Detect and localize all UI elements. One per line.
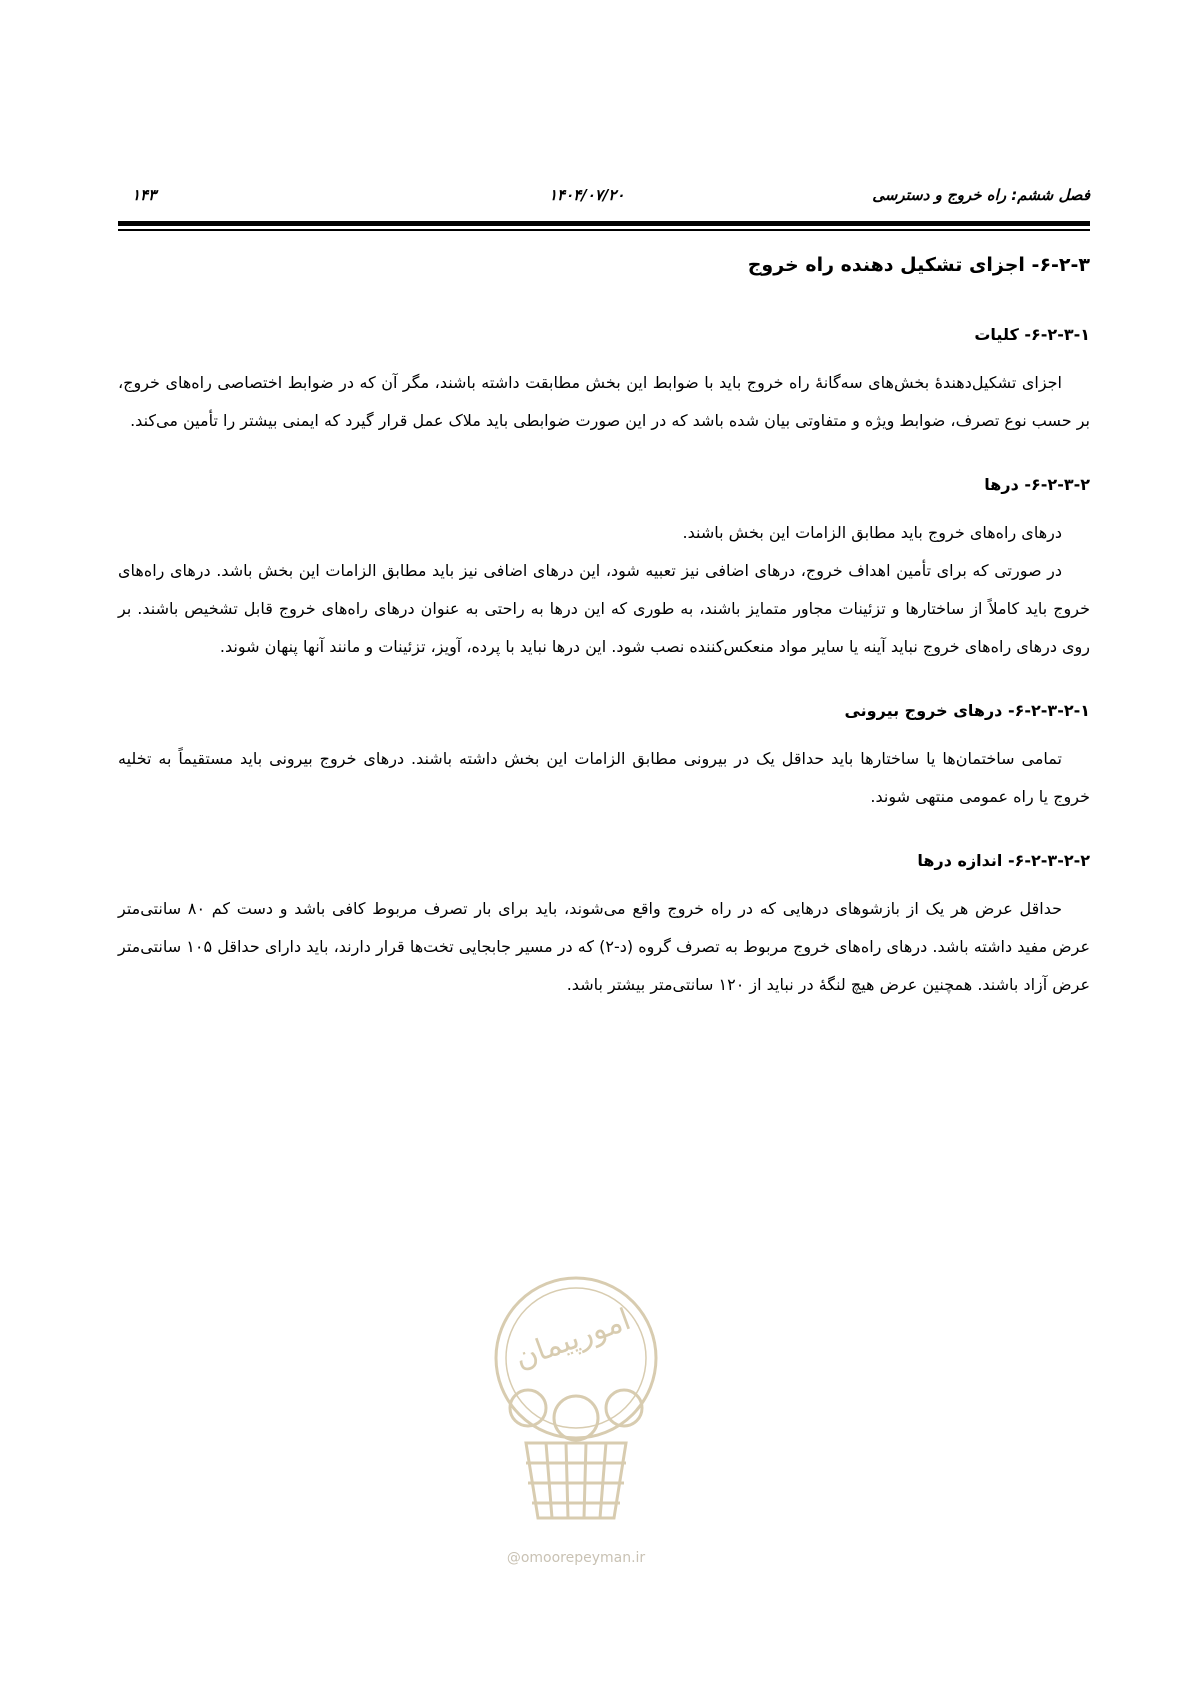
chapter-title: فصل ششم: راه خروج و دسترسی (872, 186, 1090, 204)
subsection-heading-doors: ۶-۲-۳-۲- درها (984, 475, 1090, 494)
subsection-heading-general: ۶-۲-۳-۱- کلیات (974, 325, 1090, 344)
header-date: ۱۴۰۴/۰۷/۲۰ (549, 186, 625, 204)
paragraph-general: اجزای تشکیل‌دهندهٔ بخش‌های سه‌گانهٔ راه خروج باید با ضوابط این بخش مطابقت داشته باشند، مگر آن که در ضوابط اختصاصی راه‌های خروج، بر حسب نوع تصرف، ضوابط ویژه و متفاوتی بیان شده باشد که در این صورت ضوابطی باید ملاک عمل قرار گیرد که ایمنی بیشتر را تأمین می‌کند. (118, 373, 1090, 430)
seal-logo-icon (486, 1268, 666, 1538)
header-rule-thin (118, 229, 1090, 231)
seal-text: امورپیمان (510, 1302, 636, 1377)
watermark-seal (486, 1268, 666, 1566)
subsection-heading-exterior-doors: ۶-۲-۳-۲-۱- درهای خروج بیرونی (844, 701, 1090, 720)
paragraph-doors-1: درهای راه‌های خروج باید مطابق الزامات این بخش باشند. (682, 523, 1062, 542)
section-heading: ۶-۲-۳- اجزای تشکیل دهنده راه خروج (747, 254, 1090, 276)
document-body (118, 248, 1090, 1004)
page-number: ۱۴۳ (132, 186, 157, 204)
watermark-url: @omoorepeyman.ir (506, 1550, 646, 1566)
header-rule-thick (118, 221, 1090, 226)
page-header (118, 186, 1090, 216)
paragraph-exterior-doors: تمامی ساختمان‌ها یا ساختارها باید حداقل یک در بیرونی مطابق الزامات این بخش داشته باشند. درهای خروج بیرونی باید مستقیماً به تخلیه خروج یا راه عمومی منتهی شوند. (118, 749, 1090, 806)
paragraph-doors-2: در صورتی که برای تأمین اهداف خروج، درهای اضافی نیز تعبیه شود، این درهای اضافی نیز باید مطابق الزامات این بخش باشد. درهای راه‌های خروج باید کاملاً از ساختارها و تزئینات مجاور متمایز باشند، به طوری که این درها به راحتی به عنوان درهای راه‌های خروج قابل تشخیص باشند. بر روی درهای راه‌های خروج نباید آینه یا سایر مواد منعکس‌کننده نصب شود. این درها نباید با پرده، آویز، تزئینات و مانند آنها پنهان شوند. (118, 561, 1090, 656)
paragraph-door-size: حداقل عرض هر یک از بازشوهای درهایی که در راه خروج واقع می‌شوند، باید برای بار تصرف مربوط کافی باشد و دست کم ۸۰ سانتی‌متر عرض مفید داشته باشد. درهای راه‌های خروج مربوط به تصرف گروه (د-۲) که در مسیر جابجایی تخت‌ها قرار دارند، باید دارای حداقل ۱۰۵ سانتی‌متر عرض آزاد باشند. همچنین عرض هیچ لنگهٔ در نباید از ۱۲۰ سانتی‌متر بیشتر باشد. (118, 899, 1091, 994)
subsection-heading-door-size: ۶-۲-۳-۲-۲- اندازه درها (917, 851, 1090, 870)
